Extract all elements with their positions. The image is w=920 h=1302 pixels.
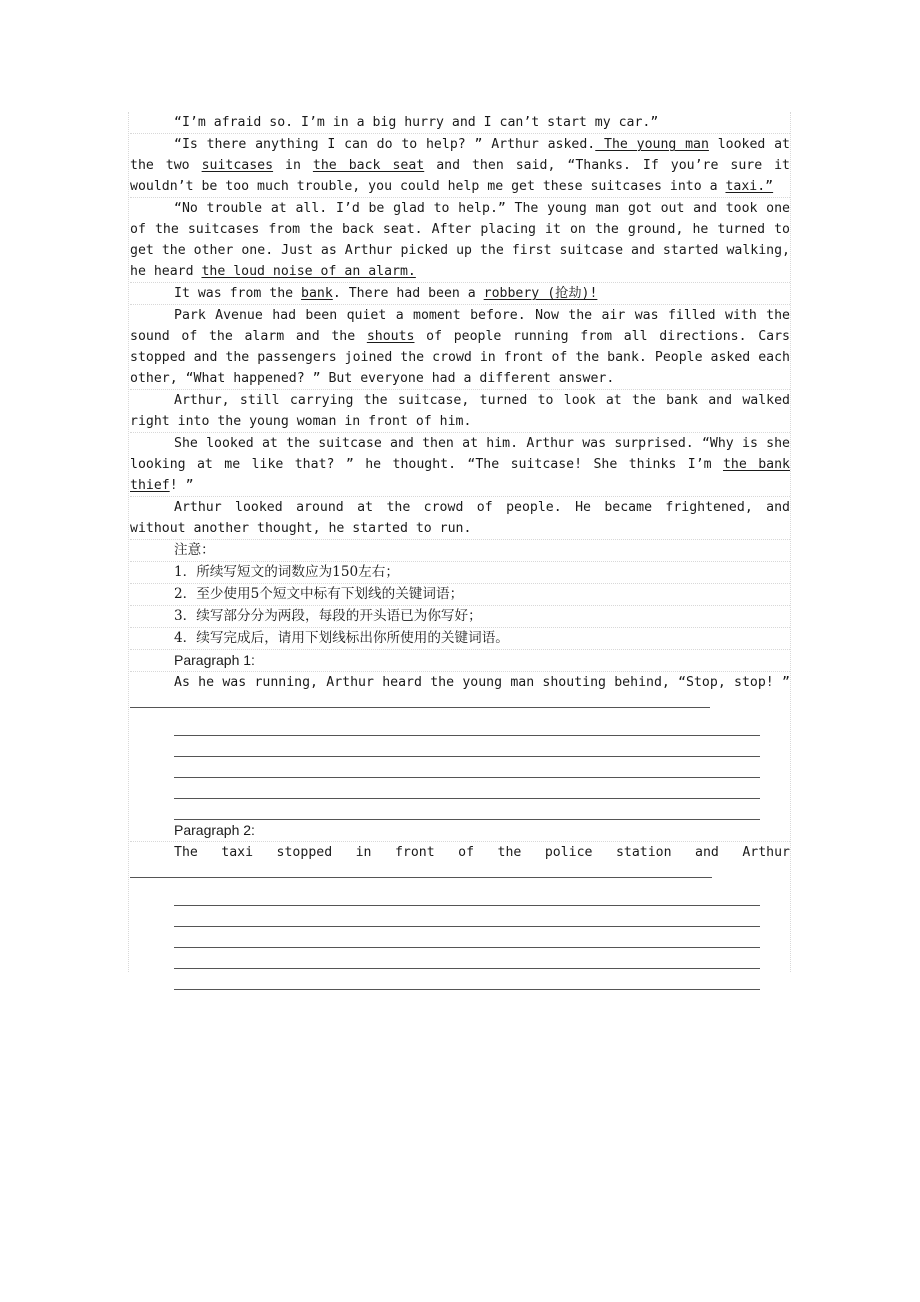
paragraph-1-answer-line-1[interactable]	[174, 715, 760, 736]
note-item-2: 2．至少使用5个短文中标有下划线的关键词语；	[130, 584, 790, 606]
keyword-alarm: the loud noise of an alarm.	[201, 264, 416, 279]
paragraph-1-answer-line-5[interactable]	[174, 799, 760, 820]
paragraph-2-answer-line-5[interactable]	[174, 969, 760, 990]
story-paragraph-7: She looked at the suitcase and then at him. Arthur was surprised. “Why is she looking at me like that? ” he thought. “The suitcase! She thinks I’m the bank thief! ”	[130, 433, 790, 497]
paragraph-1-opener: As he was running, Arthur heard the young man shouting behind, “Stop, stop! ”	[130, 672, 790, 715]
paragraph-1-label: Paragraph 1:	[130, 650, 790, 672]
keyword-suitcases: suitcases	[201, 158, 274, 173]
paragraph-1-answer-line-0[interactable]	[130, 693, 710, 708]
worksheet	[130, 112, 790, 990]
keyword-bank-thief: the bank thief	[130, 457, 790, 493]
paragraph-2-label: Paragraph 2:	[130, 820, 790, 842]
paragraph-2-opener: The taxi stopped in front of the police station and Arthur	[130, 842, 790, 885]
note-item-4: 4．续写完成后，请用下划线标出你所使用的关键词语。	[130, 628, 790, 650]
note-item-1: 1．所续写短文的词数应为150左右；	[130, 562, 790, 584]
notes-title: 注意：	[130, 540, 790, 562]
paragraph-1-answer-line-4[interactable]	[174, 778, 760, 799]
keyword-bank: bank	[301, 286, 333, 301]
paragraph-2-answer-line-4[interactable]	[174, 948, 760, 969]
keyword-back-seat: the back seat	[312, 158, 425, 173]
paragraph-1-answer-line-3[interactable]	[174, 757, 760, 778]
story-paragraph-3: “No trouble at all. I’d be glad to help.” The young man got out and took one of the suitcases from the back seat. After placing it on the ground, he turned to get the other one. Just as Arthur picked up the first suitcase and started walking, he heard the loud noise of an alarm.	[130, 198, 790, 283]
story-paragraph-5: Park Avenue had been quiet a moment before. Now the air was filled with the sound of the alarm and the shouts of people running from all directions. Cars stopped and the passengers joined the crowd in front of the bank. People asked each other, “What happened? ” But everyone had a different answer.	[130, 305, 790, 390]
keyword-young-man: The young man	[595, 137, 709, 152]
story-paragraph-1: “I’m afraid so. I’m in a big hurry and I can’t start my car.”	[130, 112, 790, 134]
note-item-3: 3．续写部分分为两段，每段的开头语已为你写好；	[130, 606, 790, 628]
story-paragraph-8: Arthur looked around at the crowd of people. He became frightened, and without another thought, he started to run.	[130, 497, 790, 540]
page-frame-left	[128, 112, 129, 972]
keyword-robbery: robbery (抢劫)!	[483, 286, 598, 301]
page-frame-right	[790, 112, 791, 972]
story-paragraph-6: Arthur, still carrying the suitcase, turned to look at the bank and walked right into the young woman in front of him.	[130, 390, 790, 433]
paragraph-2-answer-line-2[interactable]	[174, 906, 760, 927]
story-paragraph-2: “Is there anything I can do to help? ” Arthur asked. The young man looked at the two suitcases in the back seat and then said, “Thanks. If you’re sure it wouldn’t be too much trouble, you could help me get these suitcases into a taxi.”	[130, 134, 790, 198]
paragraph-1-answer-line-2[interactable]	[174, 736, 760, 757]
keyword-taxi: taxi.”	[725, 179, 774, 194]
story-paragraph-4: It was from the bank. There had been a robbery (抢劫)!	[130, 283, 790, 305]
paragraph-2-answer-line-3[interactable]	[174, 927, 760, 948]
paragraph-2-answer-line-1[interactable]	[174, 885, 760, 906]
paragraph-2-answer-line-0[interactable]	[130, 863, 712, 878]
keyword-shouts: shouts	[366, 329, 415, 344]
